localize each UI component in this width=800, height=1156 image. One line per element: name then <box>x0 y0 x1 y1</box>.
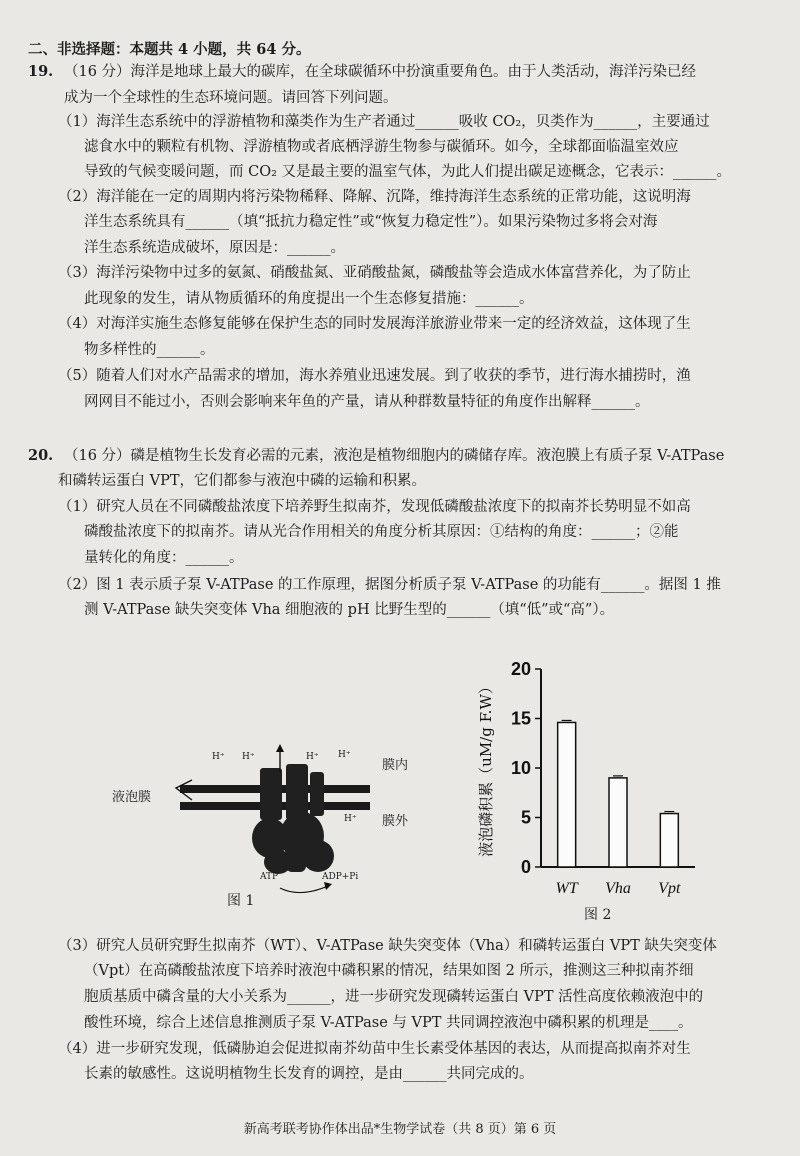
q20-line: 量转化的角度：______。 <box>84 550 244 566</box>
y-tick-label: 10 <box>510 758 531 778</box>
y-axis-label: 液泡磷积累（uM/g F.W） <box>477 679 495 857</box>
x-tick-label: Vpt <box>658 880 681 897</box>
q20-line: （4）进一步研究发现，低磷胁迫会促进拟南芥幼苗中生长素受体基因的表达，从而提高拟南芥对生 <box>58 1041 691 1057</box>
figure-2-chart <box>455 655 705 920</box>
q20-line: 磷酸盐浓度下的拟南芥。请从光合作用相关的角度分析其原因：①结构的角度：______；②能 <box>84 524 679 540</box>
q20-line: （2）图 1 表示质子泵 V-ATPase 的工作原理，据图分析质子泵 V-ATPase 的功能有______。据图 1 推 <box>58 577 721 593</box>
h-plus-label: H⁺ <box>344 814 357 824</box>
q19-line: （1）海洋生态系统中的浮游植物和藻类作为生产者通过______吸收 CO₂，贝类作为______，主要通过 <box>58 114 710 130</box>
q19-line: 洋生态系统具有______（填“抵抗力稳定性”或“恢复力稳定性”）。如果污染物过多将会对海 <box>84 214 658 230</box>
h-plus-label: H⁺ <box>242 752 255 762</box>
bar-chart-svg <box>455 655 705 920</box>
h-plus-label: H⁺ <box>338 750 351 760</box>
q19-line: 此现象的发生，请从物质循环的角度提出一个生态修复措施：______。 <box>84 291 534 307</box>
q19-line: （5）随着人们对水产品需求的增加，海水养殖业迅速发展。到了收获的季节，进行海水捕捞时，渔 <box>58 368 691 384</box>
h-plus-label: H⁺ <box>306 752 319 762</box>
q20-line: 测 V-ATPase 缺失突变体 Vha 细胞液的 pH 比野生型的______（填“低”或“高”）。 <box>84 602 615 618</box>
q19-line: 洋生态系统造成破坏，原因是：______。 <box>84 240 345 256</box>
y-tick-label: 15 <box>510 708 531 729</box>
figure-2-caption: 图 2 <box>584 907 612 923</box>
q19-line: （16 分）海洋是地球上最大的碳库，在全球碳循环中扮演重要角色。由于人类活动，海洋污染已经 <box>64 64 697 80</box>
x-tick-label: WT <box>555 880 578 897</box>
q19-line: 物多样性的______。 <box>84 342 215 358</box>
q20-line: （3）研究人员研究野生拟南芥（WT）、V-ATPase 缺失突变体（Vha）和磷转运蛋白 VPT 缺失突变体 <box>58 938 717 954</box>
question-20-number: 20. <box>28 447 54 464</box>
atp-label: ATP <box>260 872 279 882</box>
bar-vha <box>609 778 627 867</box>
figure-1-diagram <box>110 738 430 908</box>
proton-arrow-icon <box>276 744 284 752</box>
v-atpase-protein <box>252 764 334 874</box>
q19-line: 滤食水中的颗粒有机物、浮游植物或者底栖浮游生物参与碳循环。如今，全球都面临温室效应 <box>84 139 679 155</box>
inside-label: 膜内 <box>382 758 409 773</box>
page-footer: 新高考联考协作体出品*生物学试卷（共 8 页）第 6 页 <box>243 1122 557 1137</box>
q20-line: （1）研究人员在不同磷酸盐浓度下培养野生拟南芥，发现低磷酸盐浓度下的拟南芥长势明显不如高 <box>58 499 691 515</box>
question-19-number: 19. <box>28 63 54 80</box>
reaction-arrow-icon <box>324 882 332 890</box>
q20-line: 长素的敏感性。这说明植物生长发育的调控，是由______共同完成的。 <box>84 1066 534 1082</box>
q19-line: 成为一个全球性的生态环境问题。请回答下列问题。 <box>64 90 398 106</box>
q19-line: 导致的气候变暖问题，而 CO₂ 又是最主要的温室气体，为此人们提出碳足迹概念，它表示：______。 <box>84 164 732 180</box>
y-tick-label: 0 <box>520 857 531 877</box>
q20-line: （16 分）磷是植物生长发育必需的元素，液泡是植物细胞内的磷储存库。液泡膜上有质子泵 V-ATPase <box>64 448 725 464</box>
h-plus-label: H⁺ <box>212 752 225 762</box>
q20-line: 酸性环境，综合上述信息推测质子泵 V-ATPase 与 VPT 共同调控液泡中磷积累的机理是____。 <box>84 1015 693 1031</box>
q19-line: 网网目不能过小，否则会影响来年鱼的产量，请从种群数量特征的角度作出解释______。 <box>84 394 650 410</box>
q20-line: （Vpt）在高磷酸盐浓度下培养时液泡中磷积累的情况，结果如图 2 所示，推测这三种拟南芥细 <box>84 963 694 979</box>
outside-label: 膜外 <box>382 814 409 829</box>
adp-label: ADP+Pi <box>322 872 359 882</box>
q20-line: 和磷转运蛋白 VPT，它们都参与液泡中磷的运输和积累。 <box>58 473 427 489</box>
y-tick-label: 5 <box>520 807 531 828</box>
q19-line: （4）对海洋实施生态修复能够在保护生态的同时发展海洋旅游业带来一定的经济效益，这体现了生 <box>58 316 691 332</box>
bar-vpt <box>660 814 678 867</box>
figure-1-caption: 图 1 <box>227 893 255 909</box>
y-tick-label: 20 <box>510 659 531 679</box>
x-tick-label: Vha <box>605 880 631 897</box>
membrane-label: 液泡膜 <box>112 790 152 805</box>
section-header: 二、非选择题：本题共 4 小题，共 64 分。 <box>28 41 311 58</box>
bar-wt <box>558 722 576 867</box>
q20-line: 胞质基质中磷含量的大小关系为______，进一步研究发现磷转运蛋白 VPT 活性高度依赖液泡中的 <box>84 989 704 1005</box>
q19-line: （2）海洋能在一定的周期内将污染物稀释、降解、沉降，维持海洋生态系统的正常功能，这说明海 <box>58 189 691 205</box>
q19-line: （3）海洋污染物中过多的氨氮、硝酸盐氮、亚硝酸盐氮，磷酸盐等会造成水体富营养化，为了防止 <box>58 265 691 281</box>
